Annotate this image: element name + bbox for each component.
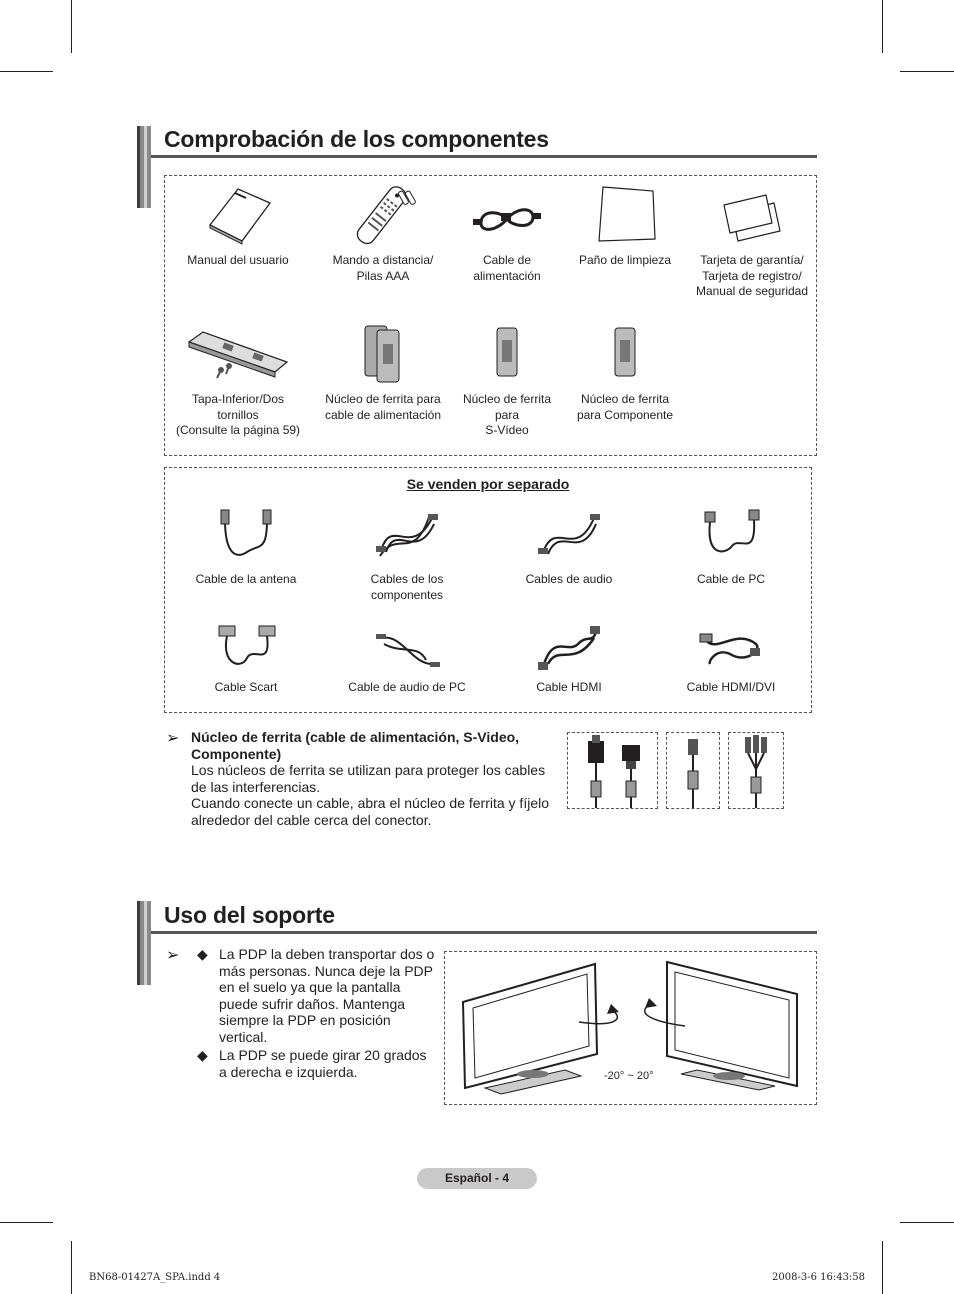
cleaning-cloth-icon bbox=[589, 183, 661, 247]
component-caption: Mando a distancia/ Pilas AAA bbox=[332, 253, 434, 283]
ferrite-note-line: Los núcleos de ferrita se utilizan para proteger los cables de las interferencias. bbox=[191, 762, 546, 795]
pc-cable-icon bbox=[696, 508, 766, 566]
accessory-item-component bbox=[346, 508, 468, 603]
crop-mark bbox=[882, 0, 883, 53]
section-rule bbox=[151, 155, 817, 158]
accessory-caption: Cable HDMI/DVI bbox=[686, 680, 776, 694]
accessory-caption: Cables de los componentes bbox=[370, 572, 444, 602]
section-bar bbox=[137, 126, 151, 208]
accessory-item-hdmi-dvi bbox=[670, 624, 792, 696]
component-cables-icon bbox=[372, 508, 442, 566]
crop-mark bbox=[900, 71, 954, 72]
component-caption: Núcleo de ferrita para S-Vídeo bbox=[462, 392, 552, 437]
section-rule bbox=[151, 931, 817, 934]
ferrite-core-icon bbox=[595, 322, 655, 386]
component-item-ferrite-svideo bbox=[452, 322, 562, 439]
ferrite-component-thumbnail bbox=[728, 732, 784, 809]
stand-bullet: La PDP la deben transportar dos o más personas. Nunca deje la PDP en el suelo ya que la pantalla puede sufrir daños. Mantenga siempre la PDP en posición vertical. bbox=[219, 946, 435, 1045]
component-caption: Tapa-Inferior/Dos tornillos (Consulte la página 59) bbox=[175, 392, 301, 437]
cover-screws-icon bbox=[183, 322, 293, 386]
file-info: BN68-01427A_SPA.indd 4 bbox=[89, 1272, 221, 1283]
crop-mark bbox=[0, 1222, 53, 1223]
stand-bullet: La PDP se puede girar 20 grados a derecha e izquierda. bbox=[219, 1047, 427, 1080]
bullet-diamond-icon: ◆ bbox=[197, 946, 208, 962]
section-title-stand: Uso del soporte bbox=[164, 902, 335, 928]
hdmi-dvi-cable-icon bbox=[696, 624, 766, 674]
accessory-caption: Cable de la antena bbox=[195, 572, 297, 586]
remote-control-icon bbox=[347, 183, 419, 247]
cards-icon bbox=[716, 183, 788, 247]
crop-mark bbox=[71, 0, 72, 53]
component-caption: Núcleo de ferrita para Componente bbox=[576, 392, 674, 422]
component-item-power-cable bbox=[452, 183, 562, 284]
accessory-item-audio bbox=[508, 508, 630, 588]
note-arrow-icon: ➢ bbox=[166, 730, 180, 747]
scart-cable-icon bbox=[211, 624, 281, 674]
print-timestamp: 2008-3-6 16:43:58 bbox=[772, 1272, 866, 1283]
crop-mark bbox=[71, 1241, 72, 1294]
ferrite-note-heading: Núcleo de ferrita (cable de alimentación, S-Video, Componente) bbox=[191, 729, 520, 762]
component-plug-ferrite-icon bbox=[729, 733, 783, 808]
component-item-cards bbox=[690, 183, 814, 300]
accessory-caption: Cables de audio bbox=[525, 572, 613, 586]
ferrite-svideo-thumbnail bbox=[666, 732, 720, 809]
audio-cables-icon bbox=[534, 508, 604, 566]
accessory-item-hdmi bbox=[508, 624, 630, 696]
ferrite-core-icon bbox=[477, 322, 537, 386]
component-item-cover bbox=[170, 322, 306, 439]
component-caption: Núcleo de ferrita para cable de alimentación bbox=[324, 392, 442, 422]
hdmi-cable-icon bbox=[534, 624, 604, 674]
section-bar bbox=[137, 901, 151, 985]
ferrite-core-double-icon bbox=[353, 322, 413, 386]
sold-separately-title: Se venden por separado bbox=[406, 476, 570, 492]
accessory-item-pc bbox=[670, 508, 792, 588]
svideo-plug-ferrite-icon bbox=[667, 733, 719, 808]
section-title-components: Comprobación de los componentes bbox=[164, 126, 549, 152]
component-item-ferrite-power bbox=[318, 322, 448, 423]
note-arrow-icon: ➢ bbox=[166, 947, 180, 964]
rotation-range-label: -20° ~ 20° bbox=[604, 1070, 654, 1082]
crop-mark bbox=[0, 71, 53, 72]
bullet-diamond-icon: ◆ bbox=[197, 1047, 208, 1063]
ferrite-note bbox=[191, 729, 561, 828]
accessory-item-scart bbox=[186, 624, 306, 696]
component-caption: Cable de alimentación bbox=[473, 253, 541, 283]
manual-icon bbox=[202, 183, 274, 247]
crop-mark bbox=[900, 1222, 954, 1223]
accessory-caption: Cable Scart bbox=[214, 680, 278, 694]
component-caption: Paño de limpieza bbox=[578, 253, 672, 267]
antenna-cable-icon bbox=[211, 508, 281, 566]
component-caption: Manual del usuario bbox=[187, 253, 289, 267]
ferrite-power-thumbnail bbox=[567, 732, 658, 809]
crop-mark bbox=[882, 1241, 883, 1294]
pc-audio-cable-icon bbox=[372, 624, 442, 674]
component-item-manual bbox=[178, 183, 298, 269]
power-cable-icon bbox=[471, 183, 543, 247]
ferrite-note-line: Cuando conecte un cable, abra el núcleo de ferrita y fíjelo alrededor del cable cerca del conector. bbox=[191, 795, 550, 828]
accessory-item-pc-audio bbox=[340, 624, 474, 696]
accessory-caption: Cable de PC bbox=[696, 572, 766, 586]
power-plug-ferrite-icon bbox=[568, 733, 657, 808]
component-item-ferrite-component bbox=[570, 322, 680, 423]
component-caption: Tarjeta de garantía/ Tarjeta de registro/ Manual de seguridad bbox=[695, 253, 809, 298]
accessory-item-antenna bbox=[186, 508, 306, 588]
page-number-badge: Español - 4 bbox=[417, 1168, 537, 1189]
component-item-remote bbox=[318, 183, 448, 284]
accessory-caption: Cable HDMI bbox=[536, 680, 602, 694]
component-item-cloth bbox=[570, 183, 680, 269]
accessory-caption: Cable de audio de PC bbox=[348, 680, 466, 694]
